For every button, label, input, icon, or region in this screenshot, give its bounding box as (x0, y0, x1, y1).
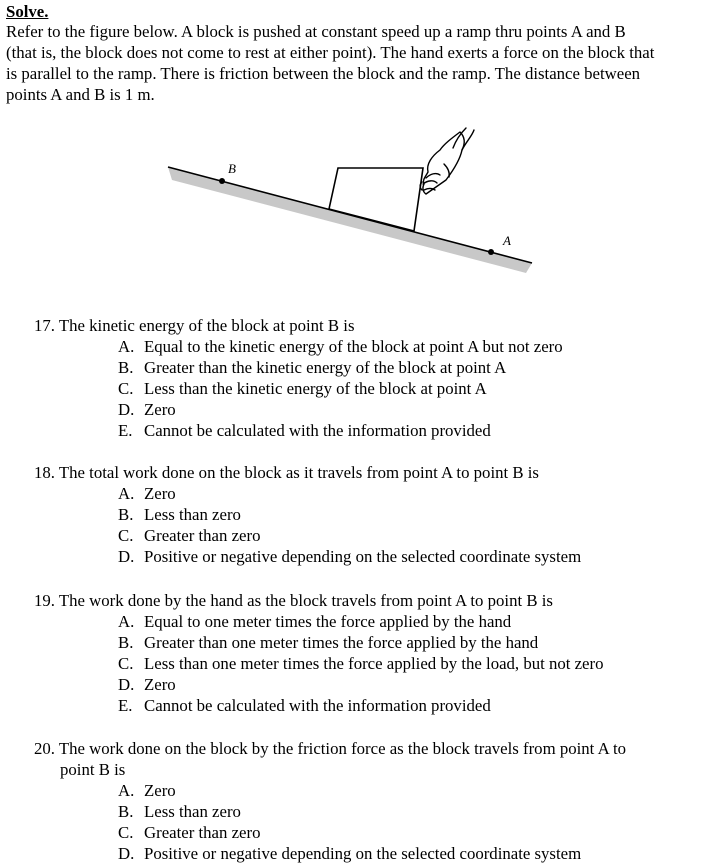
option-c[interactable] (34, 525, 714, 546)
option-text: Positive or negative depending on the selected coordinate system (144, 844, 582, 863)
option-e[interactable] (34, 420, 714, 441)
question-stem (34, 738, 714, 780)
option-letter: A. (118, 484, 135, 503)
option-b[interactable] (34, 357, 714, 378)
option-text: Less than the kinetic energy of the block at point A (144, 379, 487, 398)
point-a-dot (488, 249, 494, 255)
option-c[interactable] (34, 822, 714, 843)
question-18 (34, 462, 714, 567)
option-text: Cannot be calculated with the information provided (144, 421, 491, 440)
point-b-dot (219, 178, 225, 184)
option-letter: C. (118, 823, 134, 842)
question-stem-continuation: point B is (60, 760, 126, 779)
question-stem: 18. The total work done on the block as it travels from point A to point B is (34, 463, 539, 482)
option-b[interactable] (34, 632, 714, 653)
option-a[interactable] (34, 780, 714, 801)
option-letter: B. (118, 633, 134, 652)
option-a[interactable] (34, 336, 714, 357)
option-letter: E. (118, 696, 133, 715)
option-e[interactable] (34, 695, 714, 716)
option-letter: E. (118, 421, 133, 440)
option-text: Zero (144, 781, 176, 800)
answer-options (34, 336, 714, 441)
intro-line: (that is, the block does not come to rest at either point). The hand exerts a force on the block that (6, 43, 655, 62)
option-text: Equal to the kinetic energy of the block at point A but not zero (144, 337, 563, 356)
option-text: Greater than one meter times the force applied by the hand (144, 633, 539, 652)
option-d[interactable] (34, 399, 714, 420)
option-text: Less than one meter times the force applied by the load, but not zero (144, 654, 604, 673)
option-letter: D. (118, 400, 135, 419)
question-stem: 19. The work done by the hand as the block travels from point A to point B is (34, 591, 553, 610)
option-letter: D. (118, 844, 135, 863)
option-letter: B. (118, 802, 134, 821)
option-d[interactable] (34, 674, 714, 695)
question-19 (34, 590, 714, 716)
hand-icon (420, 128, 474, 194)
intro-line: points A and B is 1 m. (6, 85, 155, 104)
option-text: Zero (144, 484, 176, 503)
option-text: Greater than zero (144, 823, 261, 842)
intro-line: is parallel to the ramp. There is friction between the block and the ramp. The distance between (6, 64, 641, 83)
option-d[interactable] (34, 546, 714, 567)
option-text: Cannot be calculated with the information provided (144, 696, 491, 715)
point-a-label: A (503, 233, 511, 248)
option-letter: D. (118, 547, 135, 566)
option-letter: A. (118, 337, 135, 356)
option-c[interactable] (34, 378, 714, 399)
option-letter: A. (118, 781, 135, 800)
problem-intro (6, 21, 724, 105)
point-b-label: B (228, 161, 236, 176)
answer-options (34, 780, 714, 864)
intro-line: Refer to the figure below. A block is pushed at constant speed up a ramp thru points A and B (6, 22, 626, 41)
option-text: Less than zero (144, 802, 241, 821)
section-heading: Solve. (6, 2, 49, 21)
answer-options (34, 611, 714, 716)
option-text: Zero (144, 400, 176, 419)
option-a[interactable] (34, 483, 714, 504)
option-d[interactable] (34, 843, 714, 864)
option-letter: C. (118, 379, 134, 398)
option-letter: B. (118, 505, 134, 524)
option-letter: C. (118, 654, 134, 673)
option-b[interactable] (34, 801, 714, 822)
ramp-diagram (160, 120, 540, 280)
option-text: Greater than the kinetic energy of the block at point A (144, 358, 507, 377)
option-letter: D. (118, 675, 135, 694)
option-text: Less than zero (144, 505, 241, 524)
option-a[interactable] (34, 611, 714, 632)
question-17 (34, 315, 714, 441)
option-letter: B. (118, 358, 134, 377)
option-c[interactable] (34, 653, 714, 674)
answer-options (34, 483, 714, 567)
option-text: Equal to one meter times the force applied by the hand (144, 612, 512, 631)
question-stem: 17. The kinetic energy of the block at point B is (34, 316, 355, 335)
option-letter: C. (118, 526, 134, 545)
option-text: Positive or negative depending on the selected coordinate system (144, 547, 582, 566)
option-text: Zero (144, 675, 176, 694)
question-20 (34, 738, 714, 864)
option-letter: A. (118, 612, 135, 631)
option-b[interactable] (34, 504, 714, 525)
option-text: Greater than zero (144, 526, 261, 545)
ramp-figure (160, 120, 540, 280)
question-stem-line: 20. The work done on the block by the friction force as the block travels from point A to (34, 739, 627, 758)
